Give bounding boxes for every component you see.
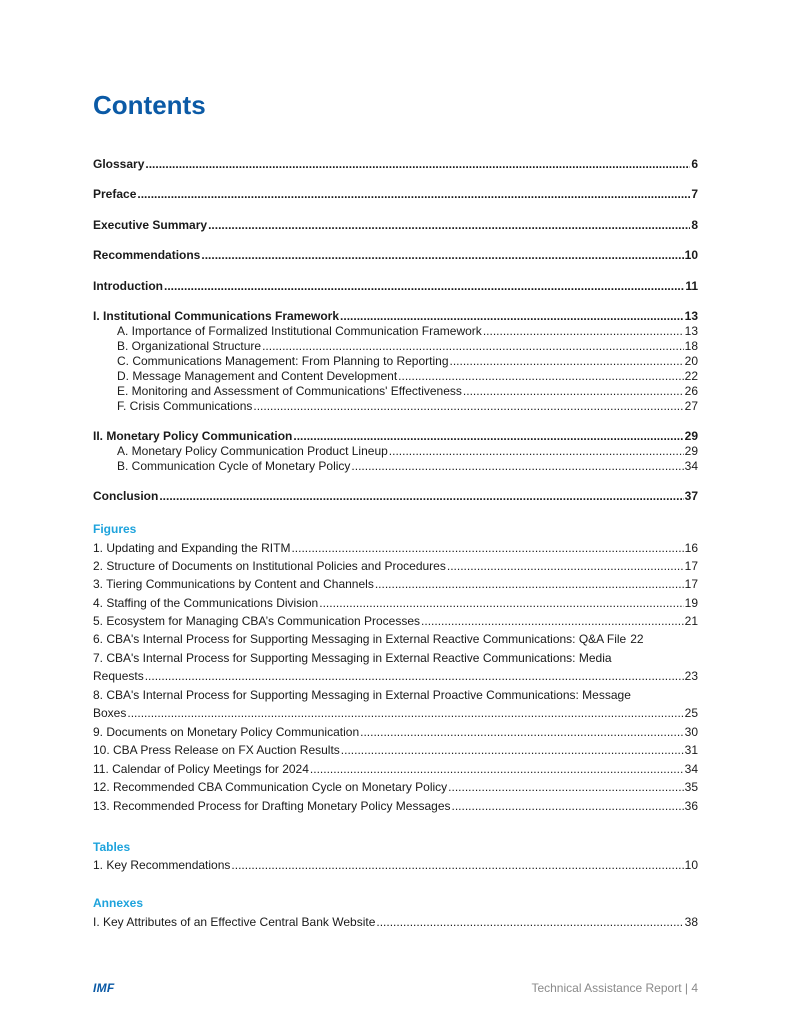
dot-leader bbox=[450, 353, 684, 369]
dot-leader bbox=[421, 613, 684, 629]
toc-label: Preface bbox=[93, 187, 137, 201]
dot-leader bbox=[310, 761, 684, 777]
toc-page-number: 13 bbox=[684, 324, 698, 338]
toc-page-number: 29 bbox=[684, 429, 698, 443]
toc-figure-11[interactable] bbox=[93, 761, 698, 777]
toc-label: 10. CBA Press Release on FX Auction Results bbox=[93, 743, 340, 757]
toc-subentry-1a[interactable] bbox=[117, 323, 698, 339]
dot-leader bbox=[447, 558, 684, 574]
toc-figure-13[interactable] bbox=[93, 798, 698, 814]
toc-page-number: 38 bbox=[684, 915, 698, 929]
toc-figure-1[interactable] bbox=[93, 540, 698, 556]
toc-page-number: 23 bbox=[684, 669, 698, 683]
toc-subentry-2a[interactable] bbox=[117, 443, 698, 459]
toc-label: 6. CBA's Internal Process for Supporting Messaging in External Reactive Communications: Q&A File bbox=[93, 632, 627, 646]
toc-figure-7-line1[interactable]: 7. CBA's Internal Process for Supporting Messaging in External Reactive Communications: Media bbox=[93, 651, 612, 665]
toc-label: A. Monetary Policy Communication Product Lineup bbox=[117, 444, 388, 458]
dot-leader bbox=[319, 595, 683, 611]
dot-leader bbox=[159, 488, 683, 504]
toc-page-number: 10 bbox=[684, 248, 698, 262]
toc-label: II. Monetary Policy Communication bbox=[93, 429, 293, 443]
toc-label: Introduction bbox=[93, 279, 163, 293]
toc-page-number: 31 bbox=[684, 743, 698, 757]
toc-page-number: 7 bbox=[691, 187, 698, 201]
toc-label: 3. Tiering Communications by Content and Channels bbox=[93, 577, 374, 591]
toc-label: B. Organizational Structure bbox=[117, 339, 262, 353]
toc-figure-10[interactable] bbox=[93, 742, 698, 758]
toc-page-number: 22 bbox=[630, 632, 644, 646]
toc-subentry-1e[interactable] bbox=[117, 383, 698, 399]
toc-label: B. Communication Cycle of Monetary Policy bbox=[117, 459, 351, 473]
toc-page-number: 34 bbox=[684, 459, 698, 473]
dot-leader bbox=[340, 308, 684, 324]
toc-figure-6[interactable] bbox=[93, 631, 698, 647]
dot-leader bbox=[201, 247, 683, 263]
toc-figure-2[interactable] bbox=[93, 558, 698, 574]
dot-leader bbox=[293, 428, 683, 444]
toc-label: 13. Recommended Process for Drafting Monetary Policy Messages bbox=[93, 799, 451, 813]
toc-page-number: 27 bbox=[684, 399, 698, 413]
toc-label: Requests bbox=[93, 669, 144, 683]
toc-page-number: 17 bbox=[684, 577, 698, 591]
toc-entry-section-2[interactable] bbox=[93, 428, 698, 444]
dot-leader bbox=[360, 724, 684, 740]
dot-leader bbox=[164, 278, 684, 294]
toc-label: 1. Updating and Expanding the RITM bbox=[93, 541, 291, 555]
toc-label: A. Importance of Formalized Institutional Communication Framework bbox=[117, 324, 482, 338]
toc-figure-8[interactable] bbox=[93, 705, 698, 721]
toc-page-number: 36 bbox=[684, 799, 698, 813]
toc-page-number: 22 bbox=[684, 369, 698, 383]
toc-page-number: 25 bbox=[684, 706, 698, 720]
toc-figure-9[interactable] bbox=[93, 724, 698, 740]
toc-label: 9. Documents on Monetary Policy Communication bbox=[93, 725, 360, 739]
toc-label: 12. Recommended CBA Communication Cycle on Monetary Policy bbox=[93, 780, 448, 794]
toc-figure-8-line1[interactable]: 8. CBA's Internal Process for Supporting Messaging in External Proactive Communications: Message bbox=[93, 688, 631, 702]
dot-leader bbox=[452, 798, 684, 814]
toc-label: 11. Calendar of Policy Meetings for 2024 bbox=[93, 762, 309, 776]
toc-label: 1. Key Recommendations bbox=[93, 858, 231, 872]
toc-figure-4[interactable] bbox=[93, 595, 698, 611]
footer-page-label: Technical Assistance Report | 4 bbox=[531, 981, 698, 995]
toc-page-number: 8 bbox=[691, 218, 698, 232]
toc-page-number: 6 bbox=[691, 157, 698, 171]
dot-leader bbox=[375, 576, 684, 592]
toc-label: Glossary bbox=[93, 157, 145, 171]
toc-label: F. Crisis Communications bbox=[117, 399, 253, 413]
dot-leader bbox=[341, 742, 684, 758]
toc-entry-introduction[interactable] bbox=[93, 278, 698, 294]
dot-leader bbox=[389, 443, 684, 459]
toc-page-number: 10 bbox=[684, 858, 698, 872]
toc-label: Boxes bbox=[93, 706, 127, 720]
figures-heading: Figures bbox=[93, 522, 137, 536]
dot-leader bbox=[291, 540, 683, 556]
toc-label: Conclusion bbox=[93, 489, 159, 503]
toc-label: I. Key Attributes of an Effective Central Bank Website bbox=[93, 915, 376, 929]
toc-page-number: 21 bbox=[684, 614, 698, 628]
toc-page-number: 17 bbox=[684, 559, 698, 573]
toc-table-1[interactable] bbox=[93, 857, 698, 873]
imf-logo: IMF bbox=[93, 981, 115, 995]
toc-page-number: 18 bbox=[684, 339, 698, 353]
toc-page-number: 37 bbox=[684, 489, 698, 503]
toc-label: 5. Ecosystem for Managing CBA’s Communication Processes bbox=[93, 614, 421, 628]
toc-entry-recommendations[interactable] bbox=[93, 247, 698, 263]
toc-label: 2. Structure of Documents on Institutional Policies and Procedures bbox=[93, 559, 446, 573]
toc-label: 4. Staffing of the Communications Division bbox=[93, 596, 319, 610]
toc-label: D. Message Management and Content Development bbox=[117, 369, 398, 383]
dot-leader bbox=[351, 458, 683, 474]
toc-subentry-1b[interactable] bbox=[117, 338, 698, 354]
toc-page-number: 29 bbox=[684, 444, 698, 458]
dot-leader bbox=[483, 323, 684, 339]
toc-label: E. Monitoring and Assessment of Communications' Effectiveness bbox=[117, 384, 462, 398]
dot-leader bbox=[208, 217, 690, 233]
toc-page-number: 16 bbox=[684, 541, 698, 555]
dot-leader bbox=[398, 368, 683, 384]
annexes-heading: Annexes bbox=[93, 896, 144, 910]
toc-label: Executive Summary bbox=[93, 218, 208, 232]
toc-entry-conclusion[interactable] bbox=[93, 488, 698, 504]
toc-label: Recommendations bbox=[93, 248, 201, 262]
toc-subentry-2b[interactable] bbox=[117, 458, 698, 474]
toc-entry-preface[interactable] bbox=[93, 186, 698, 202]
toc-page-number: 34 bbox=[684, 762, 698, 776]
dot-leader bbox=[145, 668, 684, 684]
toc-figure-7[interactable] bbox=[93, 668, 698, 684]
dot-leader bbox=[231, 857, 683, 873]
toc-subentry-1d[interactable] bbox=[117, 368, 698, 384]
toc-figure-5[interactable] bbox=[93, 613, 698, 629]
tables-heading: Tables bbox=[93, 840, 131, 854]
toc-subentry-1c[interactable] bbox=[117, 353, 698, 369]
toc-page-number: 20 bbox=[684, 354, 698, 368]
dot-leader bbox=[448, 779, 683, 795]
toc-entry-section-1[interactable] bbox=[93, 308, 698, 324]
toc-figure-12[interactable] bbox=[93, 779, 698, 795]
dot-leader bbox=[262, 338, 684, 354]
toc-page-number: 26 bbox=[684, 384, 698, 398]
toc-page-number: 30 bbox=[684, 725, 698, 739]
dot-leader bbox=[127, 705, 683, 721]
dot-leader bbox=[253, 398, 683, 414]
toc-label: C. Communications Management: From Planning to Reporting bbox=[117, 354, 449, 368]
toc-annex-1[interactable] bbox=[93, 914, 698, 930]
toc-entry-glossary[interactable] bbox=[93, 156, 698, 172]
dot-leader bbox=[145, 156, 690, 172]
toc-page-number: 11 bbox=[685, 279, 698, 293]
toc-page-number: 35 bbox=[684, 780, 698, 794]
toc-page-number: 19 bbox=[684, 596, 698, 610]
dot-leader bbox=[376, 914, 683, 930]
toc-label: I. Institutional Communications Framework bbox=[93, 309, 340, 323]
toc-figure-3[interactable] bbox=[93, 576, 698, 592]
toc-page-number: 13 bbox=[684, 309, 698, 323]
toc-subentry-1f[interactable] bbox=[117, 398, 698, 414]
toc-entry-executive-summary[interactable] bbox=[93, 217, 698, 233]
dot-leader bbox=[137, 186, 690, 202]
dot-leader bbox=[463, 383, 684, 399]
page-title: Contents bbox=[93, 90, 206, 120]
